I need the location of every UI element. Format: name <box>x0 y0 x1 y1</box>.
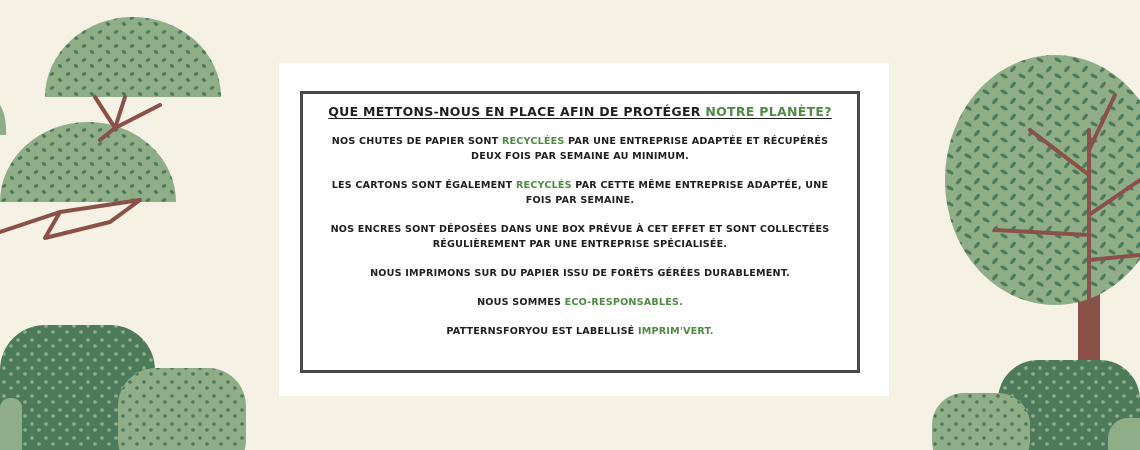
paragraph-text: NOS CHUTES DE PAPIER SONT <box>331 136 502 147</box>
page-title <box>323 104 837 120</box>
left-bonsai-tree-illustration <box>0 17 221 238</box>
info-card <box>279 63 889 396</box>
paragraph-paper-recycling <box>323 134 837 164</box>
paragraph-text: PAR CETTE MÊME ENTREPRISE ADAPTÉE, UNE FOIS PAR SEMAINE. <box>525 180 829 206</box>
right-bush-illustration <box>932 360 1140 450</box>
paragraph-text: PAR UNE ENTREPRISE ADAPTÉE ET RÉCUPÉRÉS DEUX FOIS PAR SEMAINE AU MINIMUM. <box>471 136 829 162</box>
paragraph-eco-responsible <box>323 295 837 310</box>
paragraph-highlight: ECO-RESPONSABLES. <box>564 297 683 308</box>
paragraph-cardboard-recycling <box>323 178 837 208</box>
info-frame <box>300 91 860 373</box>
left-bush-illustration <box>0 325 246 450</box>
paragraph-text: PATTERNSFORYOU EST LABELLISÉ <box>446 326 638 337</box>
title-prefix: QUE METTONS-NOUS EN PLACE AFIN DE PROTÉGER <box>328 104 706 119</box>
right-round-tree-illustration <box>945 55 1140 375</box>
paragraph-inks: NOS ENCRES SONT DÉPOSÉES DANS UNE BOX PRÉVUE À CET EFFET ET SONT COLLECTÉES RÉGULIÈREMENT PAR UNE ENTREPRISE SPÉCIALISÉE. <box>330 224 830 250</box>
paragraph-highlight: RECYCLÉS <box>515 180 572 191</box>
paragraph-sustainable-paper: NOUS IMPRIMONS SUR DU PAPIER ISSU DE FORÊTS GÉRÉES DURABLEMENT. <box>370 268 790 279</box>
paragraph-text: NOUS SOMMES <box>477 297 565 308</box>
title-highlight: NOTRE PLANÈTE? <box>705 104 832 119</box>
paragraph-label <box>323 324 837 339</box>
paragraph-highlight: RECYCLÉES <box>501 136 565 147</box>
paragraph-text: LES CARTONS SONT ÉGALEMENT <box>331 180 516 191</box>
paragraph-highlight: IMPRIM'VERT. <box>637 326 714 337</box>
